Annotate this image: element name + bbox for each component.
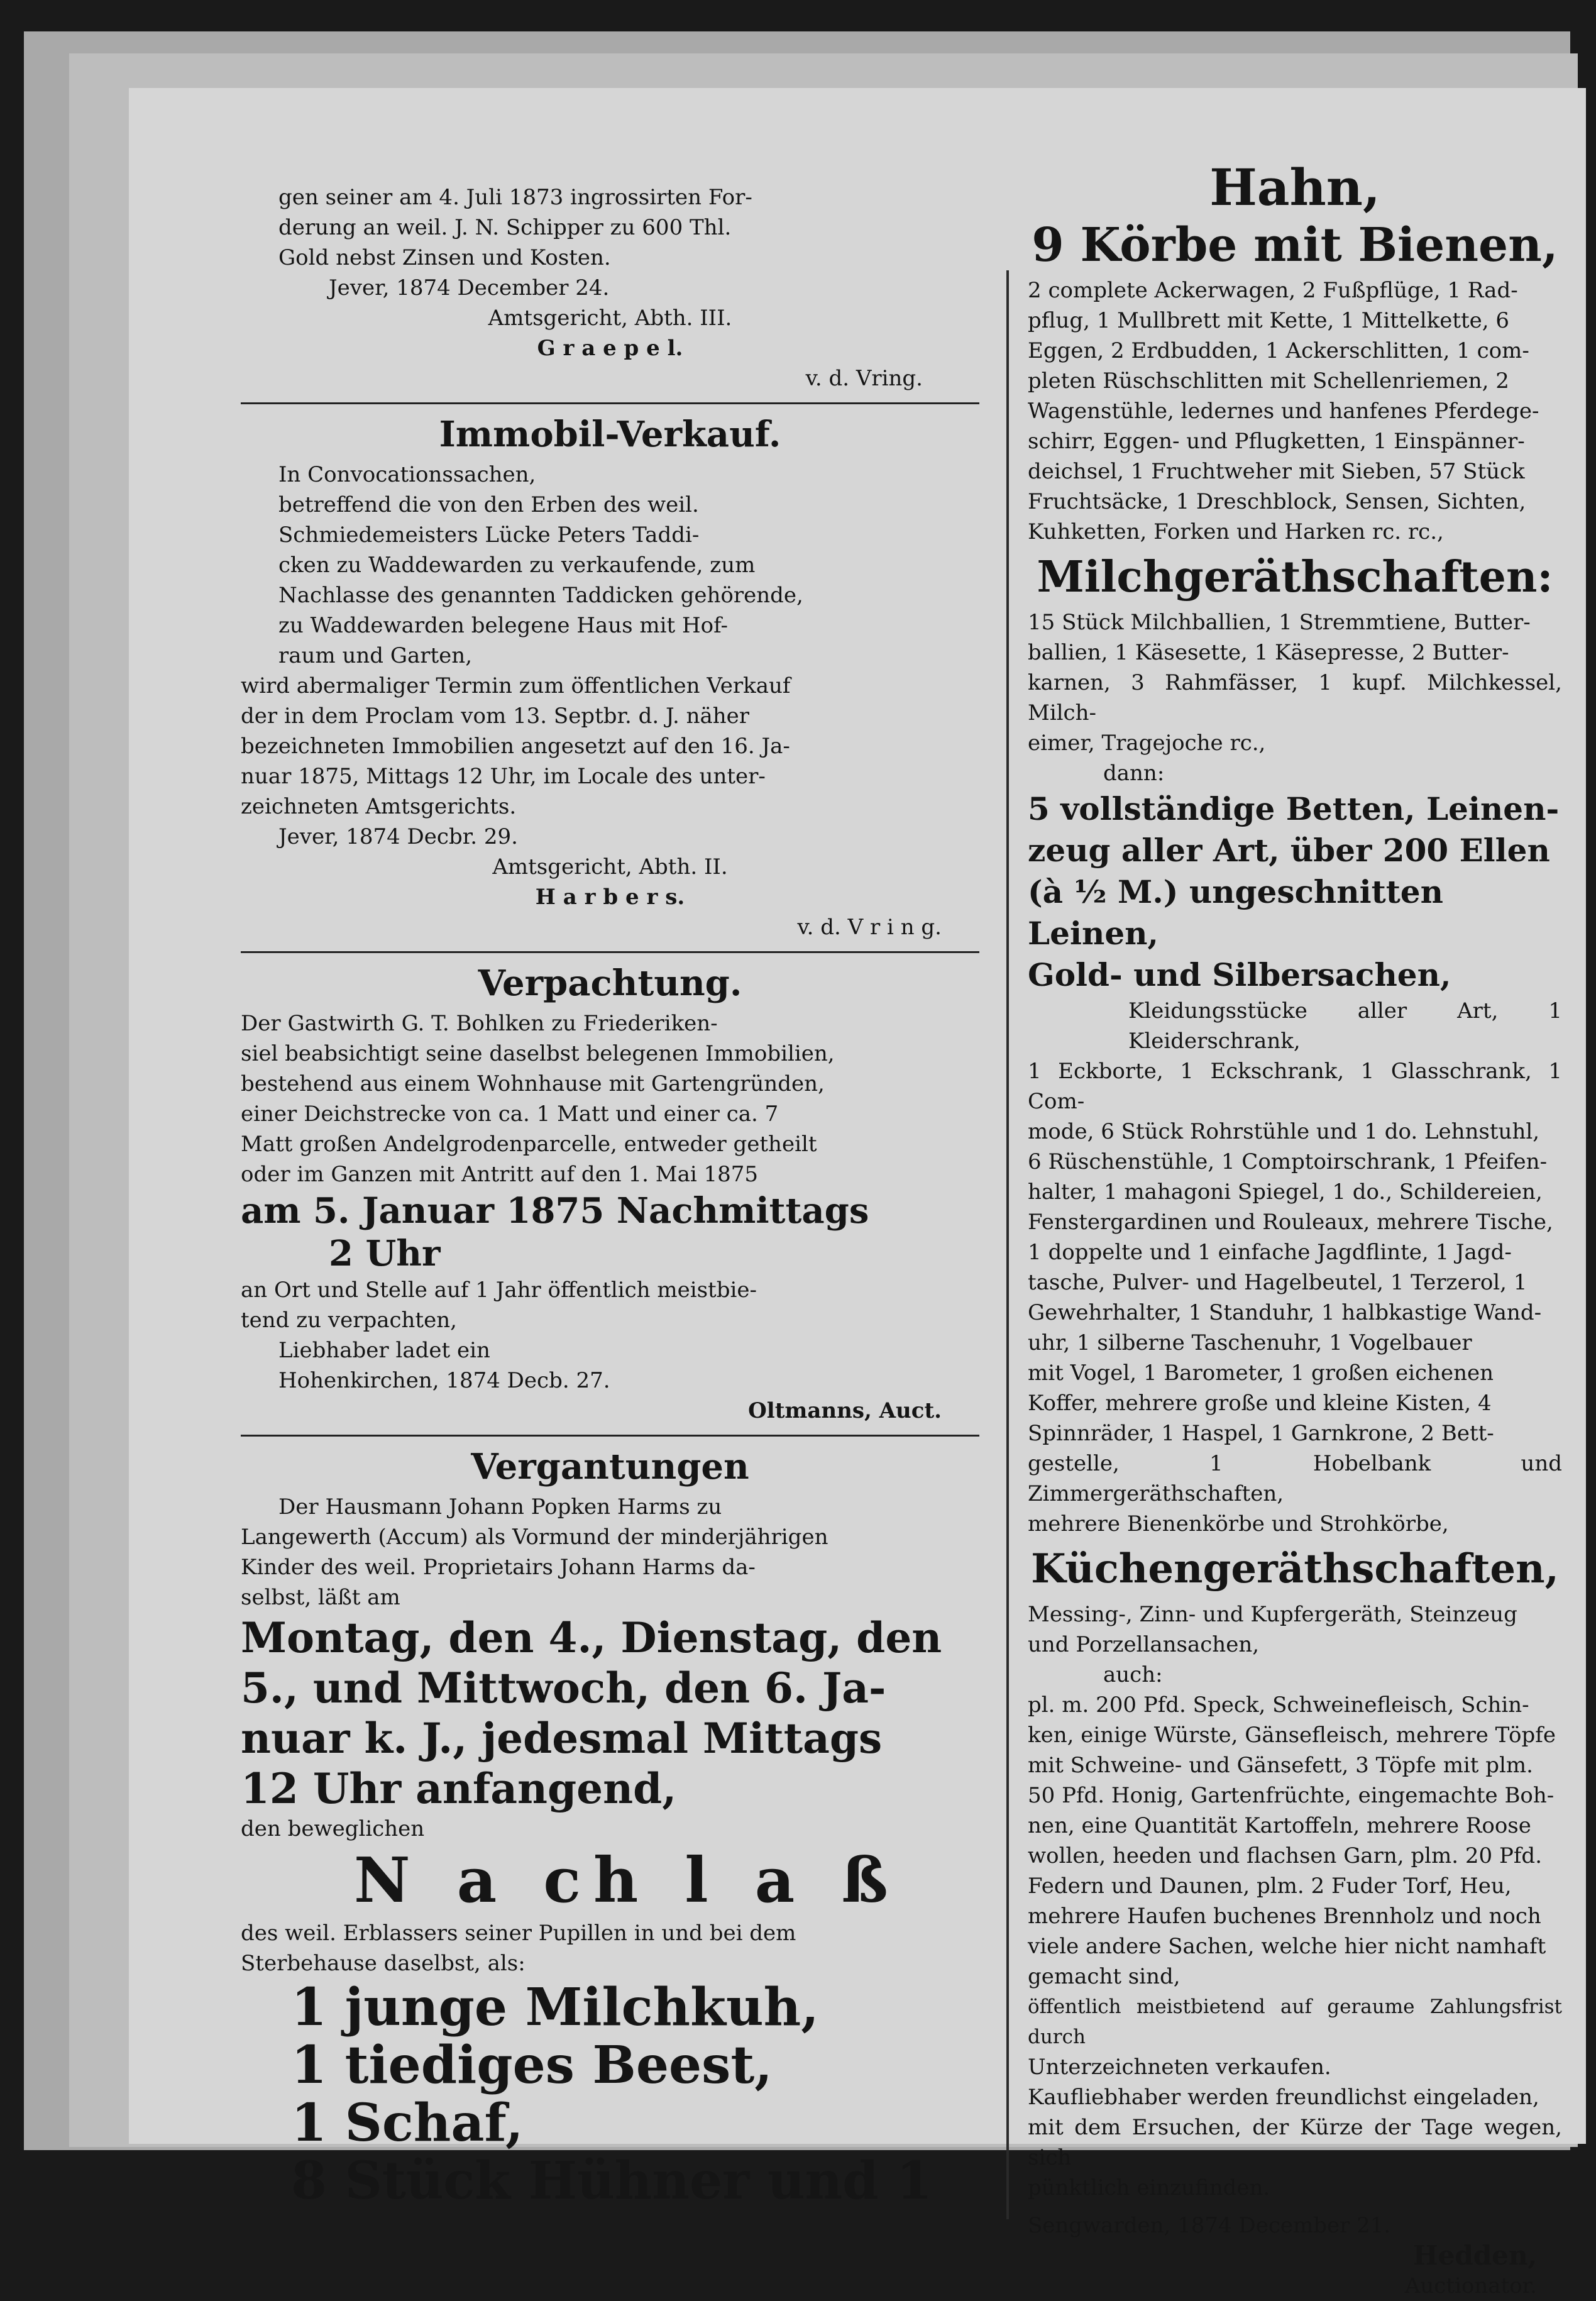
intro-signature: G r a e p e l. <box>537 336 683 361</box>
vergantungen-date: Montag, den 4., Dienstag, den <box>241 1613 942 1662</box>
immobil-line: betreffend die von den Erben des weil. <box>278 492 699 517</box>
immobil-line: Schmiedemeisters Lücke Peters Taddi- <box>278 522 700 548</box>
verpachtung-line: siel beabsichtigt seine daselbst belegenen Immobilien, <box>241 1041 835 1066</box>
milch-line: dann: <box>1103 761 1165 786</box>
goods-line: Wagenstühle, ledernes und hanfenes Pferdege- <box>1028 399 1539 424</box>
left-column <box>241 182 979 2210</box>
milch-line: eimer, Tragejoche rc., <box>1028 731 1266 756</box>
auctioneer-role: Auctionator. <box>1404 2273 1537 2298</box>
milch-line: 15 Stück Milchballien, 1 Stremmtiene, Butter- <box>1028 610 1531 635</box>
intro-line: gen seiner am 4. Juli 1873 ingrossirten For- <box>278 185 752 210</box>
kuechen-line: und Porzellansachen, <box>1028 1632 1260 1657</box>
verpachtung-signature: Oltmanns, Auct. <box>748 1398 942 1423</box>
vergantungen-line: Sterbehause daselbst, als: <box>241 1951 526 1976</box>
provisions-line: mit Schweine- und Gänsefett, 3 Töpfe mit plm. <box>1028 1753 1533 1778</box>
column-divider <box>1006 270 1009 2219</box>
immobil-line: zu Waddewarden belegene Haus mit Hof- <box>278 613 728 638</box>
milch-heading: Milchgeräthschaften: <box>1037 552 1553 602</box>
goods-line: deichsel, 1 Fruchtweher mit Sieben, 57 Stück <box>1028 459 1525 484</box>
provisions-line: öffentlich meistbietend auf geraume Zahlungsfrist durch <box>1028 1995 1562 2048</box>
goods-line: schirr, Eggen- und Pflugketten, 1 Einspänner- <box>1028 429 1525 454</box>
vergantungen-line: des weil. Erblassers seiner Pupillen in und bei dem <box>241 1921 796 1946</box>
immobil-date: Jever, 1874 Decbr. 29. <box>278 824 518 849</box>
goods-line: pleten Rüschschlitten mit Schellenriemen, 2 <box>1028 368 1509 394</box>
section-rule <box>241 951 979 953</box>
verpachtung-time: 2 Uhr <box>329 1233 441 1274</box>
immobil-line: cken zu Waddewarden zu verkaufende, zum <box>278 553 756 578</box>
furniture-line: Fenstergardinen und Rouleaux, mehrere Tische, <box>1028 1210 1553 1235</box>
milch-line: karnen, 3 Rahmfässer, 1 kupf. Milchkessel, Milch- <box>1028 670 1562 726</box>
nachlass-heading: N a ch l a ß <box>354 1845 901 1917</box>
intro-date: Jever, 1874 December 24. <box>329 275 610 301</box>
immobil-line: Nachlasse des genannten Taddicken gehörende, <box>278 583 803 608</box>
item-big: 1 junge Milchkuh, <box>291 1977 819 2038</box>
goods-line: Fruchtsäcke, 1 Dreschblock, Sensen, Sichten, <box>1028 489 1526 514</box>
verpachtung-title: Verpachtung. <box>478 963 742 1004</box>
verpachtung-line: einer Deichstrecke von ca. 1 Matt und einer ca. 7 <box>241 1101 779 1127</box>
vergantungen-date: 5., und Mittwoch, den 6. Ja- <box>241 1664 886 1713</box>
furniture-line: 6 Rüschenstühle, 1 Comptoirschrank, 1 Pfeifen- <box>1028 1149 1548 1174</box>
furniture-line: Spinnräder, 1 Haspel, 1 Garnkrone, 2 Bett- <box>1028 1421 1494 1446</box>
provisions-line: gemacht sind, <box>1028 1964 1180 1989</box>
hahn-heading: Hahn, <box>1209 158 1380 217</box>
vergantungen-date: nuar k. J., jedesmal Mittags <box>241 1714 883 1763</box>
verpachtung-line: tend zu verpachten, <box>241 1308 457 1333</box>
immobil-line: zeichneten Amtsgerichts. <box>241 794 517 819</box>
intro-court: Amtsgericht, Abth. III. <box>488 306 732 331</box>
provisions-line: wollen, heeden und flachsen Garn, plm. 20 Pfd. <box>1028 1843 1543 1868</box>
furniture-line: halter, 1 mahagoni Spiegel, 1 do., Schildereien, <box>1028 1179 1543 1205</box>
kuechen-heading: Küchengeräthschaften, <box>1031 1545 1559 1592</box>
item-big: 1 tiediges Beest, <box>291 2035 773 2095</box>
vergantungen-line: den beweglichen <box>241 1816 425 1841</box>
immobil-line: bezeichneten Immobilien angesetzt auf den 16. Ja- <box>241 734 790 759</box>
vergantungen-line: Der Hausmann Johann Popken Harms zu <box>278 1494 722 1520</box>
furniture-line: Kleidungsstücke aller Art, 1 Kleiderschrank, <box>1128 998 1562 1054</box>
furniture-line: 1 Eckborte, 1 Eckschrank, 1 Glasschrank, 1 Com- <box>1028 1059 1562 1114</box>
goods-line: Eggen, 2 Erdbudden, 1 Ackerschlitten, 1 com- <box>1028 338 1529 363</box>
vergantungen-title: Vergantungen <box>471 1446 749 1487</box>
section-rule <box>241 1435 979 1437</box>
provisions-line: Federn und Daunen, plm. 2 Fuder Torf, Heu, <box>1028 1873 1512 1899</box>
provisions-line: mehrere Haufen buchenes Brennholz und noch <box>1028 1904 1541 1929</box>
verpachtung-date: am 5. Januar 1875 Nachmittags <box>241 1190 869 1232</box>
furniture-line: mode, 6 Stück Rohrstühle und 1 do. Lehnstuhl, <box>1028 1119 1540 1144</box>
furniture-line: mit Vogel, 1 Barometer, 1 großen eichenen <box>1028 1360 1494 1386</box>
immobil-signature: H a r b e r s. <box>535 885 685 910</box>
auctioneer-name: Hedden, <box>1412 2240 1537 2271</box>
immobil-line: raum und Garten, <box>278 643 473 668</box>
goods-line: 2 complete Ackerwagen, 2 Fußpflüge, 1 Rad- <box>1028 278 1518 303</box>
verpachtung-line: oder im Ganzen mit Antritt auf den 1. Mai 1875 <box>241 1162 759 1187</box>
furniture-line: Gewehrhalter, 1 Standuhr, 1 halbkastige Wand- <box>1028 1300 1542 1325</box>
intro-line: Gold nebst Zinsen und Kosten. <box>278 245 611 270</box>
right-column <box>1028 157 1562 2301</box>
sale-date: Sengwarden, 1874 December 21. <box>1028 2213 1391 2238</box>
provisions-line: nen, eine Quantität Kartoffeln, mehrere Roose <box>1028 1813 1531 1838</box>
furniture-line: uhr, 1 silberne Taschenuhr, 1 Vogelbauer <box>1028 1330 1472 1355</box>
provisions-line: Kaufliebhaber werden freundlichst eingeladen, <box>1028 2085 1539 2110</box>
item-big: 8 Stück Hühner und 1 <box>291 2151 933 2211</box>
verpachtung-line: Liebhaber ladet ein <box>278 1338 490 1363</box>
provisions-line: Unterzeichneten verkaufen. <box>1028 2055 1331 2080</box>
provisions-line: mit dem Ersuchen, der Kürze der Tage wegen, sich <box>1028 2115 1562 2170</box>
provisions-line: pl. m. 200 Pfd. Speck, Schweinefleisch, Schin- <box>1028 1692 1529 1718</box>
verpachtung-line: Matt großen Andelgrodenparcelle, entweder getheilt <box>241 1132 817 1157</box>
betten-line: Gold- und Silbersachen, <box>1028 956 1451 993</box>
intro-signature-2: v. d. Vring. <box>805 366 923 391</box>
verpachtung-line: Der Gastwirth G. T. Bohlken zu Friederiken- <box>241 1011 718 1036</box>
vergantungen-line: Kinder des weil. Proprietairs Johann Harms da- <box>241 1555 756 1580</box>
immobil-title: Immobil-Verkauf. <box>439 414 781 455</box>
verpachtung-line: an Ort und Stelle auf 1 Jahr öffentlich meistbie- <box>241 1277 757 1303</box>
immobil-signature-2: v. d. V r i n g. <box>797 915 942 940</box>
vergantungen-line: selbst, läßt am <box>241 1585 400 1610</box>
immobil-line: wird abermaliger Termin zum öffentlichen Verkauf <box>241 673 791 698</box>
immobil-line: nuar 1875, Mittags 12 Uhr, im Locale des unter- <box>241 764 766 789</box>
newspaper-page <box>129 88 1586 2298</box>
kuechen-line: auch: <box>1103 1662 1163 1687</box>
intro-line: derung an weil. J. N. Schipper zu 600 Thl. <box>278 215 732 240</box>
betten-line: (à ½ M.) ungeschnitten Leinen, <box>1028 873 1443 952</box>
provisions-line: pünktlich einzufinden. <box>1028 2175 1270 2200</box>
provisions-line: 50 Pfd. Honig, Gartenfrüchte, eingemachte Boh- <box>1028 1783 1555 1808</box>
furniture-line: mehrere Bienenkörbe und Strohkörbe, <box>1028 1511 1449 1537</box>
item-big: 1 Schaf, <box>291 2093 524 2153</box>
verpachtung-line: bestehend aus einem Wohnhause mit Gartengründen, <box>241 1071 825 1096</box>
immobil-line: In Convocationssachen, <box>278 462 536 487</box>
immobil-court: Amtsgericht, Abth. II. <box>492 854 728 880</box>
provisions-line: viele andere Sachen, welche hier nicht namhaft <box>1028 1934 1546 1959</box>
vergantungen-date: 12 Uhr anfangend, <box>241 1764 677 1813</box>
section-rule <box>241 402 979 404</box>
furniture-line: Koffer, mehrere große und kleine Kisten, 4 <box>1028 1391 1492 1416</box>
provisions-line: ken, einige Würste, Gänsefleisch, mehrere Töpfe <box>1028 1723 1556 1748</box>
furniture-line: 1 doppelte und 1 einfache Jagdflinte, 1 Jagd- <box>1028 1240 1512 1265</box>
vergantungen-line: Langewerth (Accum) als Vormund der minderjährigen <box>241 1525 828 1550</box>
goods-line: pflug, 1 Mullbrett mit Kette, 1 Mittelkette, 6 <box>1028 308 1510 333</box>
betten-line: zeug aller Art, über 200 Ellen <box>1028 832 1550 869</box>
furniture-line: gestelle, 1 Hobelbank und Zimmergeräthschaften, <box>1028 1451 1562 1506</box>
verpachtung-place: Hohenkirchen, 1874 Decb. 27. <box>278 1368 610 1393</box>
goods-line: Kuhketten, Forken und Harken rc. rc., <box>1028 519 1444 544</box>
immobil-line: der in dem Proclam vom 13. Septbr. d. J. näher <box>241 704 750 729</box>
bienen-heading: 9 Körbe mit Bienen, <box>1032 218 1558 272</box>
betten-line: 5 vollständige Betten, Leinen- <box>1028 790 1560 827</box>
furniture-line: tasche, Pulver- und Hagelbeutel, 1 Terzerol, 1 <box>1028 1270 1527 1295</box>
milch-line: ballien, 1 Käsesette, 1 Käsepresse, 2 Butter- <box>1028 640 1509 665</box>
kuechen-line: Messing-, Zinn- und Kupfergeräth, Steinzeug <box>1028 1602 1517 1627</box>
